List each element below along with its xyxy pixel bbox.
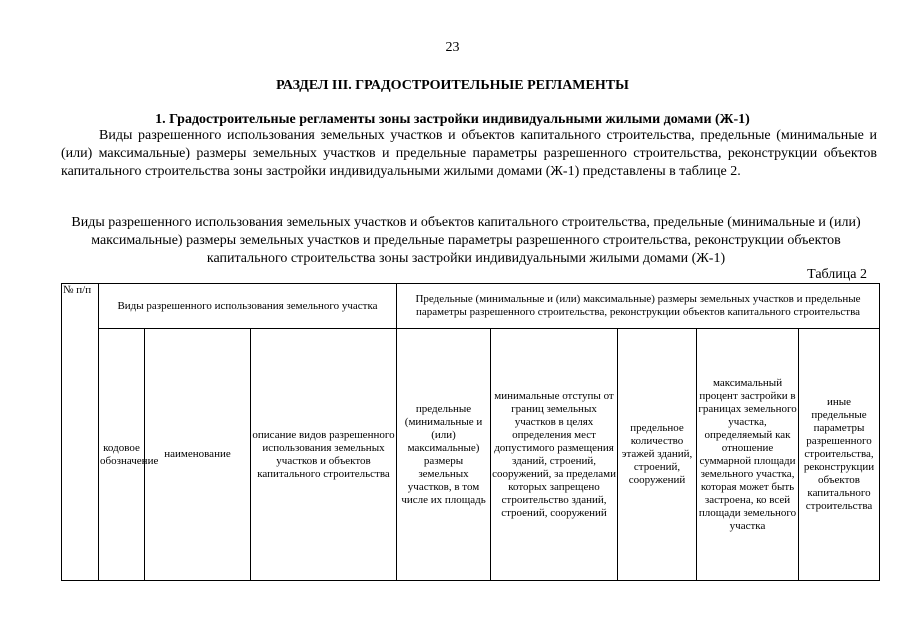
table-number: Таблица 2: [807, 267, 867, 282]
header-description: описание видов разрешенного использования земельных участков и объектов капитального строительства: [251, 329, 397, 581]
header-parameters-group: Предельные (минимальные и (или) максимальные) размеры земельных участков и предельные параметры разрешенного строительства, реконструкции объектов капитального строительства: [397, 284, 880, 329]
header-coverage: максимальный процент застройки в границах земельного участка, определяемый как отношение суммарной площади земельного участка, которая может быть застроена, ко всей площади земельного участка: [697, 329, 799, 581]
header-plot-size: предельные (минимальные и (или) максимальные) размеры земельных участков, в том числе их площадь: [397, 329, 491, 581]
header-other-params: иные предельные параметры разрешенного строительства, реконструкции объектов капитального строительства: [799, 329, 880, 581]
header-permitted-use-group: Виды разрешенного использования земельного участка: [99, 284, 397, 329]
header-name: наименование: [145, 329, 251, 581]
page-number: 23: [445, 40, 460, 55]
header-row-number: № п/п: [62, 284, 99, 581]
regulations-table: [61, 283, 880, 581]
intro-paragraph: Виды разрешенного использования земельных участков и объектов капитального строительства, предельные (минимальные и (или) максимальные) размеры земельных участков и предельные параметры разрешенного строительства, реконструкции объектов капитального строительства зоны застройки индивидуальными жилыми домами (Ж-1) представлены в таблице 2.: [61, 128, 877, 179]
table-caption: Виды разрешенного использования земельных участков и объектов капитального строительства, предельные (минимальные и (или) максимальные) размеры земельных участков и предельные параметры разрешенного строительства, реконструкции объектов капитального строительства зоны застройки индивидуальными жилыми домами (Ж-1): [71, 215, 861, 266]
section-title: РАЗДЕЛ III. ГРАДОСТРОИТЕЛЬНЫЕ РЕГЛАМЕНТЫ: [276, 78, 629, 93]
header-floors: предельное количество этажей зданий, строений, сооружений: [618, 329, 697, 581]
subsection-title: 1. Градостроительные регламенты зоны застройки индивидуальными жилыми домами (Ж-1): [155, 112, 750, 127]
header-setbacks: минимальные отступы от границ земельных участков в целях определения мест допустимого размещения зданий, строений, сооружений, за пределами которых запрещено строительство зданий, строений, сооружений: [491, 329, 618, 581]
header-code: кодовое обозначение: [99, 329, 145, 581]
